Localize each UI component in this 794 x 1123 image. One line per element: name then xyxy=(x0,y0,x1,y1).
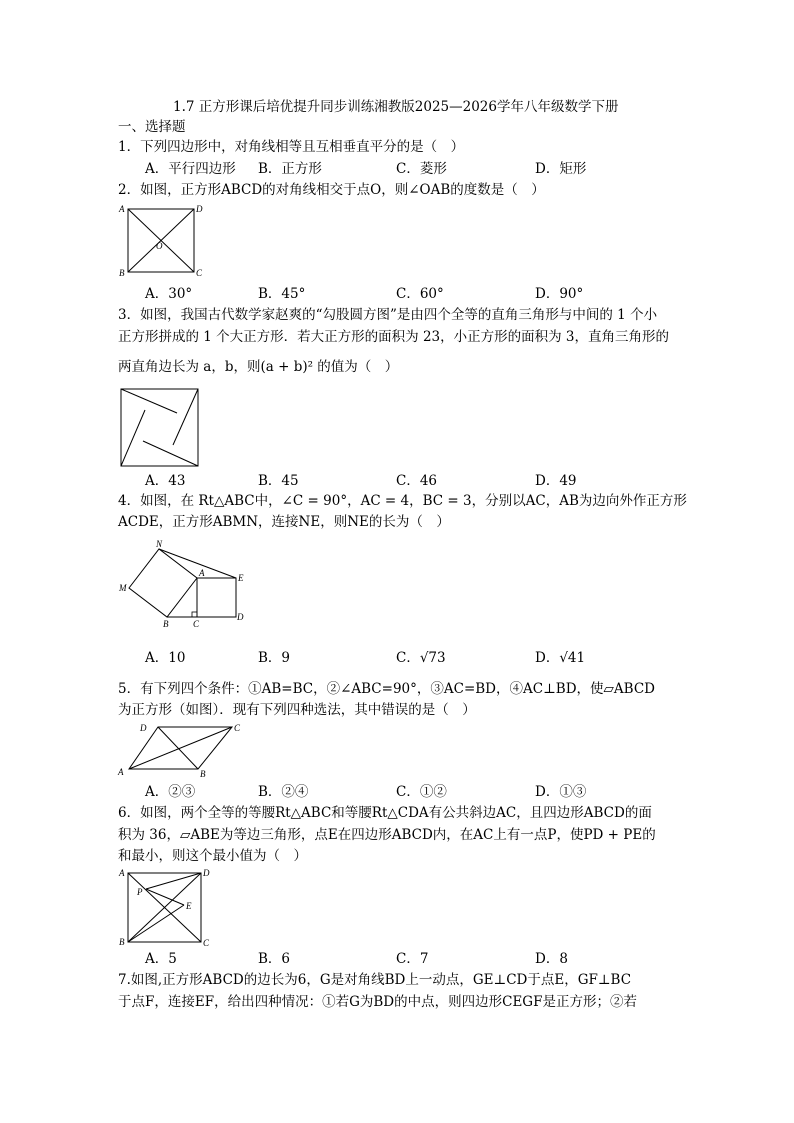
q4-label-b: B xyxy=(163,619,169,629)
question-4-line-2: ACDE，正方形ABMN，连接NE，则NE的长为（ ） xyxy=(118,514,450,530)
question-7-line-2: 于点F，连接EF，给出四种情况：①若G为BD的中点，则四边形CEGF是正方形；②若 xyxy=(118,994,637,1010)
question-3-line-2: 正方形拼成的 1 个大正方形．若大正方形的面积为 23，小正方形的面积为 3，直角三角形的 xyxy=(118,329,670,345)
q4-label-d: D xyxy=(237,612,244,622)
q2-option-c[interactable]: C．60° xyxy=(396,286,444,302)
q2-option-a[interactable]: A．30° xyxy=(145,286,193,302)
q4-label-c: C xyxy=(193,619,200,629)
section-heading: 一、选择题 xyxy=(118,119,186,135)
q4-option-c[interactable]: C．√73 xyxy=(396,650,446,666)
q6-label-a: A xyxy=(119,868,125,878)
q2-option-b[interactable]: B．45° xyxy=(258,286,306,302)
q6-label-d: D xyxy=(203,868,210,878)
q5-label-d: D xyxy=(140,723,147,733)
q5-parallelogram-figure xyxy=(118,722,248,780)
q6-label-b: B xyxy=(119,937,125,947)
question-6-line-2: 积为 36，▱ABE为等边三角形，点E在四边形ABCD内，在AC上有一点P，使PD + PE的 xyxy=(118,827,656,843)
q2-label-a: A xyxy=(119,204,125,214)
q4-option-d[interactable]: D．√41 xyxy=(535,650,586,666)
q1-option-b[interactable]: B．正方形 xyxy=(258,161,322,177)
q6-option-b[interactable]: B．6 xyxy=(258,951,291,967)
q2-label-d: D xyxy=(196,204,203,214)
q6-label-c: C xyxy=(203,938,210,948)
q6-label-p: P xyxy=(137,887,143,897)
q5-label-a: A xyxy=(118,767,124,777)
q6-label-e: E xyxy=(186,901,192,911)
q3-zhaoshuang-figure xyxy=(118,386,203,468)
q4-option-a[interactable]: A．10 xyxy=(145,650,186,666)
q4-label-a: A xyxy=(199,568,205,578)
question-3-line-1: 3．如图，我国古代数学家赵爽的“勾股圆方图”是由四个全等的直角三角形与中间的 1 个小 xyxy=(118,307,658,323)
q5-label-b: B xyxy=(200,769,206,779)
q5-option-d[interactable]: D．①③ xyxy=(535,784,587,800)
q1-option-c[interactable]: C．菱形 xyxy=(396,161,447,177)
q6-option-d[interactable]: D．8 xyxy=(535,951,568,967)
q2-label-b: B xyxy=(119,268,125,278)
q5-option-c[interactable]: C．①② xyxy=(396,784,447,800)
question-6-line-1: 6．如图，两个全等的等腰Rt△ABC和等腰Rt△CDA有公共斜边AC，且四边形ABCD的面 xyxy=(118,805,652,821)
q6-option-c[interactable]: C．7 xyxy=(396,951,429,967)
question-5-line-1: 5．有下列四个条件：①AB=BC，②∠ABC=90°，③AC=BD，④AC⊥BD，使▱ABCD xyxy=(118,681,655,697)
question-2-text: 2．如图，正方形ABCD的对角线相交于点O，则∠OAB的度数是（ ） xyxy=(118,182,545,198)
question-6-line-3: 和最小，则这个最小值为（ ） xyxy=(118,848,307,864)
q4-label-n: N xyxy=(156,539,163,549)
q2-label-o: O xyxy=(156,241,163,251)
q4-option-b[interactable]: B．9 xyxy=(258,650,291,666)
q1-option-a[interactable]: A．平行四边形 xyxy=(145,161,236,177)
q4-label-e: E xyxy=(238,573,244,583)
q6-option-a[interactable]: A．5 xyxy=(145,951,177,967)
q3-option-a[interactable]: A．43 xyxy=(145,473,186,489)
q2-option-d[interactable]: D．90° xyxy=(535,286,584,302)
page-title: 1.7 正方形课后培优提升同步训练湘教版2025—2026学年八年级数学下册 xyxy=(173,99,619,115)
q5-option-b[interactable]: B．②④ xyxy=(258,784,309,800)
q4-label-m: M xyxy=(119,583,127,593)
q5-label-c: C xyxy=(234,723,241,733)
q1-option-d[interactable]: D．矩形 xyxy=(535,161,587,177)
q4-squares-figure xyxy=(118,540,258,630)
question-7-line-1: 7.如图,正方形ABCD的边长为6，G是对角线BD上一动点，GE⊥CD于点E，GF⊥BC xyxy=(118,972,632,988)
question-1-text: 1．下列四边形中，对角线相等且互相垂直平分的是（ ） xyxy=(118,139,465,155)
q3-option-c[interactable]: C．46 xyxy=(396,473,438,489)
q6-square-figure xyxy=(118,867,213,949)
q2-square-figure xyxy=(118,202,208,282)
question-5-line-2: 为正方形（如图）．现有下列四种选法，其中错误的是（ ） xyxy=(118,702,476,718)
question-4-line-1: 4．如图，在 Rt△ABC中，∠C = 90°，AC = 4，BC = 3，分别以AC，AB为边向外作正方形 xyxy=(118,493,687,509)
q2-label-c: C xyxy=(196,268,203,278)
q5-option-a[interactable]: A．②③ xyxy=(145,784,196,800)
q3-option-d[interactable]: D．49 xyxy=(535,473,577,489)
q3-option-b[interactable]: B．45 xyxy=(258,473,299,489)
question-3-line-3: 两直角边长为 a，b，则(a + b)² 的值为（ ） xyxy=(118,359,399,375)
